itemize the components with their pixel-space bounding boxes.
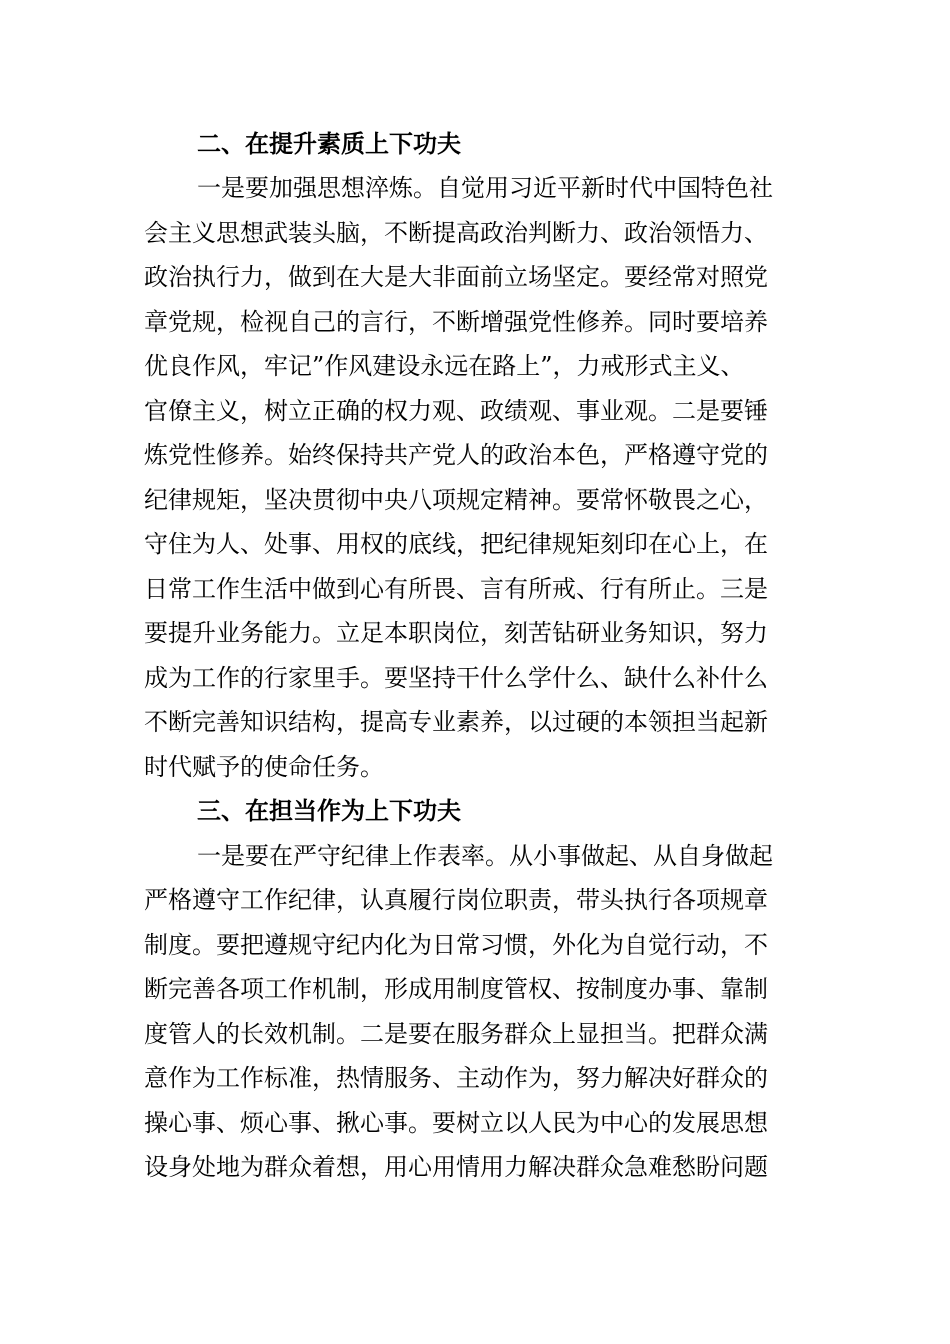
paragraph-line: 成为工作的行家里手。要坚持干什么学什么、缺什么补什么 <box>144 664 768 692</box>
paragraph-line: 章党规，检视自己的言行，不断增强党性修养。同时要培养 <box>144 308 768 336</box>
paragraph-line: 政治执行力，做到在大是大非面前立场坚定。要经常对照党 <box>144 263 768 291</box>
paragraph-line: 设身处地为群众着想，用心用情用力解决群众急难愁盼问题 <box>144 1153 768 1181</box>
paragraph-line: 守住为人、处事、用权的底线，把纪律规矩刻印在心上，在 <box>144 530 768 558</box>
paragraph-line: 操心事、烦心事、揪心事。要树立以人民为中心的发展思想 <box>144 1109 768 1137</box>
paragraph-line: 制度。要把遵规守纪内化为日常习惯，外化为自觉行动，不 <box>144 931 768 959</box>
paragraph-line: 优良作风，牢记”作风建设永远在路上”，力戒形式主义、 <box>144 352 745 380</box>
section-heading-3: 三、在担当作为上下功夫 <box>197 797 461 825</box>
section-heading-2: 二、在提升素质上下功夫 <box>197 130 461 158</box>
paragraph-line: 炼党性修养。始终保持共产党人的政治本色，严格遵守党的 <box>144 441 768 469</box>
paragraph-line: 一是要加强思想淬炼。自觉用习近平新时代中国特色社 <box>197 174 773 202</box>
paragraph-line: 意作为工作标准，热情服务、主动作为，努力解决好群众的 <box>144 1064 768 1092</box>
paragraph-line: 度管人的长效机制。二是要在服务群众上显担当。把群众满 <box>144 1020 768 1048</box>
paragraph-line: 一是要在严守纪律上作表率。从小事做起、从自身做起 <box>197 842 773 870</box>
paragraph-line: 不断完善知识结构，提高专业素养，以过硬的本领担当起新 <box>144 708 768 736</box>
paragraph-line: 时代赋予的使命任务。 <box>144 753 384 781</box>
paragraph-line: 官僚主义，树立正确的权力观、政绩观、事业观。二是要锤 <box>144 397 768 425</box>
paragraph-line: 严格遵守工作纪律，认真履行岗位职责，带头执行各项规章 <box>144 886 768 914</box>
paragraph-line: 日常工作生活中做到心有所畏、言有所戒、行有所止。三是 <box>144 575 768 603</box>
paragraph-line: 断完善各项工作机制，形成用制度管权、按制度办事、靠制 <box>144 975 768 1003</box>
paragraph-line: 纪律规矩，坚决贯彻中央八项规定精神。要常怀敬畏之心， <box>144 486 768 514</box>
paragraph-line: 会主义思想武装头脑，不断提高政治判断力、政治领悟力、 <box>144 219 768 247</box>
paragraph-line: 要提升业务能力。立足本职岗位，刻苦钻研业务知识，努力 <box>144 619 768 647</box>
